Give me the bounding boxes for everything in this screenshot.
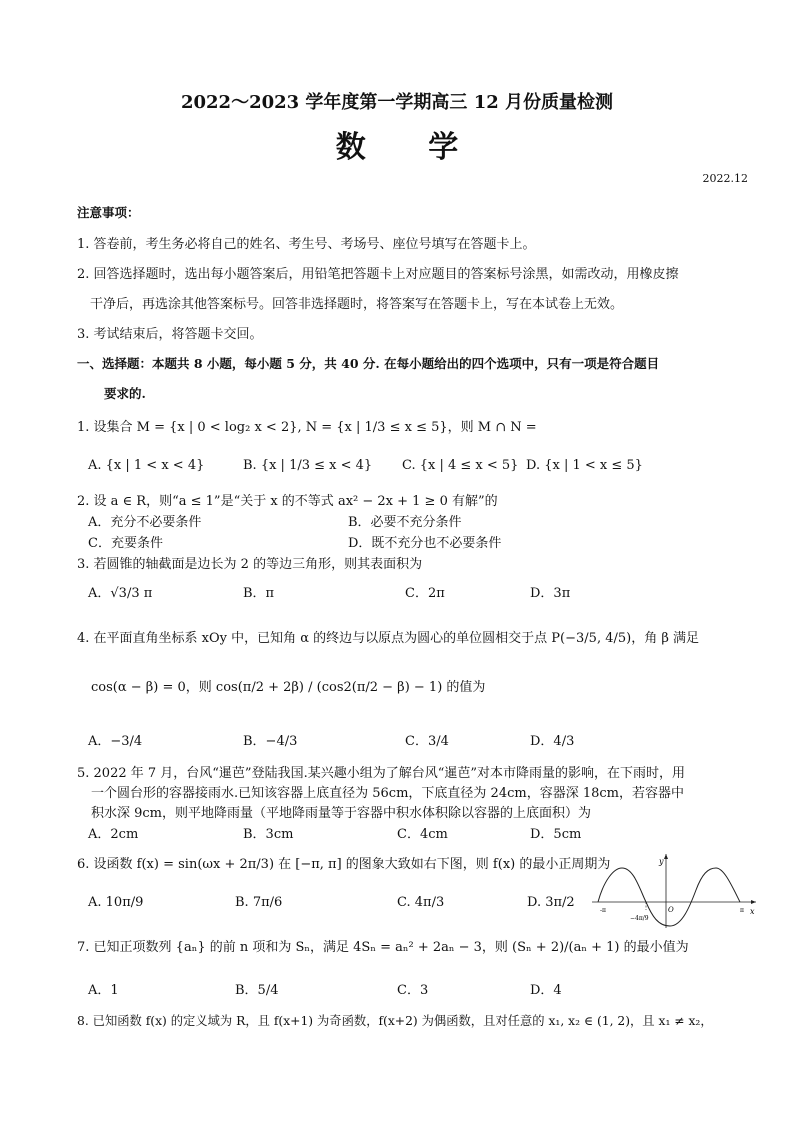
question-6-stem: 6. 设函数 f(x) = sin(ωx + 2π/3) 在 [−π, π] 的图象大致如右下图，则 f(x) 的最小正周期为 <box>77 857 611 872</box>
x-axis-arrow <box>751 900 756 904</box>
question-3-option-c: C．2π <box>405 586 445 601</box>
question-5-option-d: D．5cm <box>530 827 582 842</box>
question-7-option-d: D．4 <box>530 983 562 998</box>
question-6-graph <box>590 850 760 930</box>
question-6-option-b: B. 7π/6 <box>235 895 283 910</box>
sine-curve <box>598 868 740 926</box>
question-3-stem: 3. 若圆锥的轴截面是边长为 2 的等边三角形，则其表面积为 <box>77 557 423 572</box>
y-axis-arrow <box>664 854 668 859</box>
question-5-line-2: 一个圆台形的容器接雨水.已知该容器上底直径为 56cm，下底直径为 24cm，容器深 18cm，若容器中 <box>91 786 684 801</box>
exam-date: 2022.12 <box>702 172 748 185</box>
question-5-line-1: 5. 2022 年 7 月，台风“暹芭”登陆我国.某兴趣小组为了解台风“暹芭”对本市降雨量的影响，在下雨时，用 <box>77 766 686 781</box>
question-1-stem: 1. 设集合 M = {x | 0 < log₂ x < 2}, N = {x | 1/3 ≤ x ≤ 5}，则 M ∩ N = <box>77 420 537 435</box>
question-5-line-3: 积水深 9cm，则平地降雨量（平地降雨量等于容器中积水体积除以容器的上底面积）为 <box>91 806 592 821</box>
question-1-option-b: B. {x | 1/3 ≤ x < 4} <box>243 458 373 473</box>
question-3-option-b: B．π <box>243 586 275 601</box>
section-heading: 一、选择题：本题共 8 小题，每小题 5 分，共 40 分. 在每小题给出的四个选项中，只有一项是符合题目 <box>77 356 660 371</box>
question-6-option-a: A. 10π/9 <box>88 895 144 910</box>
exam-title: 2022～2023 学年度第一学期高三 12 月份质量检测 <box>180 92 614 113</box>
question-2-option-a: A．充分不必要条件 <box>88 515 202 530</box>
question-4-option-d: D．4/3 <box>530 734 575 749</box>
question-6-option-d: D. 3π/2 <box>527 895 575 910</box>
question-6-option-c: C. 4π/3 <box>397 895 445 910</box>
graph-y-label: y <box>659 857 664 866</box>
subject-title: 数 学 <box>335 130 485 165</box>
question-2-option-c: C．充要条件 <box>88 536 163 551</box>
question-4-stem: 4. 在平面直角坐标系 xOy 中，已知角 α 的终边与以原点为圆心的单位圆相交于点 P(−3/5, 4/5)，角 β 满足 <box>77 631 699 646</box>
question-7-option-c: C．3 <box>397 983 429 998</box>
question-7-stem: 7. 已知正项数列 {aₙ} 的前 n 项和为 Sₙ，满足 4Sₙ = aₙ² + 2aₙ − 3，则 (Sₙ + 2)/(aₙ + 1) 的最小值为 <box>77 940 689 955</box>
question-4-option-b: B．−4/3 <box>243 734 298 749</box>
notice-item-2-cont: 干净后，再选涂其他答案标号。回答非选择题时，将答案写在答题卡上，写在本试卷上无效。 <box>90 297 624 312</box>
graph-x-label: x <box>750 907 755 916</box>
graph-left-tick: -π <box>600 907 606 914</box>
question-1-option-a: A. {x | 1 < x < 4} <box>88 458 205 473</box>
question-2-option-d: D．既不充分也不必要条件 <box>348 536 502 551</box>
question-1-option-d: D. {x | 1 < x ≤ 5} <box>526 458 643 473</box>
question-1-option-c: C. {x | 4 ≤ x < 5} <box>402 458 519 473</box>
graph-right-tick: π <box>740 907 744 914</box>
question-5-option-b: B．3cm <box>243 827 294 842</box>
question-4-stem-cont: cos(α − β) = 0，则 cos(π/2 + 2β) / (cos2(π/2 − β) − 1) 的值为 <box>91 680 486 695</box>
question-5-option-c: C．4cm <box>397 827 448 842</box>
question-2-option-b: B．必要不充分条件 <box>348 515 462 530</box>
notice-item-2: 2. 回答选择题时，选出每小题答案后，用铅笔把答题卡上对应题目的答案标号涂黑，如需改动，用橡皮擦 <box>77 267 679 282</box>
graph-marked-tick: −4π/9 <box>630 915 649 922</box>
question-2-stem: 2. 设 a ∈ R，则“a ≤ 1”是“关于 x 的不等式 ax² − 2x + 1 ≥ 0 有解”的 <box>77 494 498 509</box>
question-3-option-d: D．3π <box>530 586 571 601</box>
question-7-option-a: A．1 <box>88 983 119 998</box>
notice-item-3: 3. 考试结束后，将答题卡交回。 <box>77 327 263 342</box>
graph-origin: O <box>668 906 674 914</box>
notice-heading: 注意事项： <box>77 205 140 220</box>
question-4-option-c: C．3/4 <box>405 734 449 749</box>
question-3-option-a: A．√3/3 π <box>88 586 153 601</box>
question-5-option-a: A．2cm <box>88 827 139 842</box>
notice-item-1: 1. 答卷前，考生务必将自己的姓名、考生号、考场号、座位号填写在答题卡上。 <box>77 237 536 252</box>
question-8-stem: 8. 已知函数 f(x) 的定义域为 R，且 f(x+1) 为奇函数，f(x+2) 为偶函数，且对任意的 x₁, x₂ ∈ (1, 2)，且 x₁ ≠ x₂， <box>77 1014 713 1028</box>
question-4-option-a: A．−3/4 <box>88 734 143 749</box>
section-heading-cont: 要求的. <box>104 386 146 401</box>
question-7-option-b: B．5/4 <box>235 983 279 998</box>
